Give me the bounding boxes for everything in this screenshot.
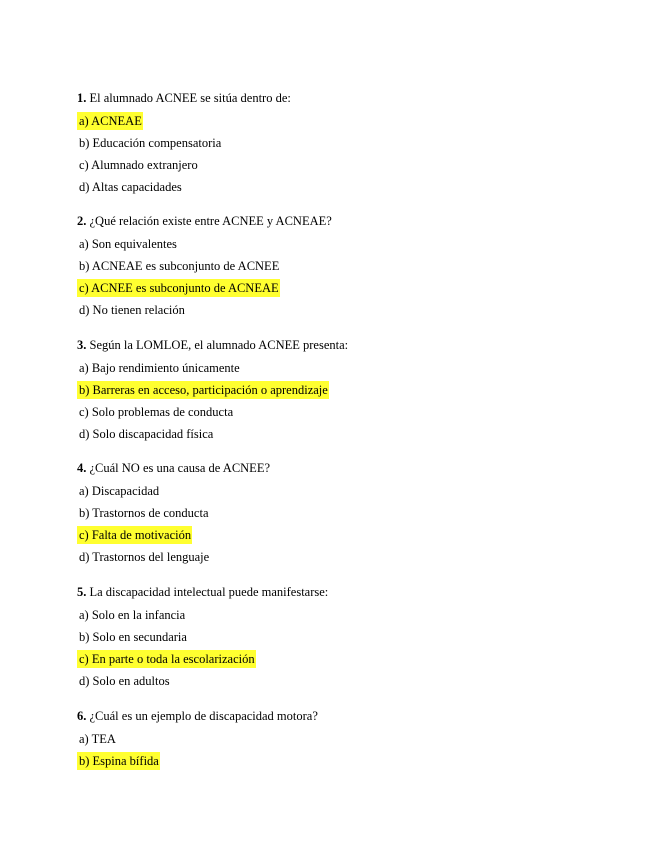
question-1 [77,90,637,200]
option-row [77,628,637,650]
question-6 [77,708,637,774]
question-4 [77,460,637,570]
option-row [77,650,637,672]
option-d: d) Trastornos del lenguaje [79,550,210,564]
option-a: a) TEA [79,732,116,746]
question-statement: ¿Qué relación existe entre ACNEE y ACNEAE? [86,214,332,228]
option-row [77,257,637,279]
question-statement: La discapacidad intelectual puede manifestarse: [86,585,329,599]
option-row [77,606,637,628]
question-text [77,90,637,107]
option-b: b) ACNEAE es subconjunto de ACNEE [79,259,280,273]
question-2 [77,213,637,323]
option-d: d) No tienen relación [79,303,185,317]
option-row [77,672,637,694]
option-d: d) Solo discapacidad física [79,427,214,441]
question-5 [77,584,637,694]
question-statement: Según la LOMLOE, el alumnado ACNEE presenta: [86,338,349,352]
question-text [77,460,637,477]
question-number: 4. [77,461,87,475]
question-text [77,584,637,601]
option-c: c) ACNEE es subconjunto de ACNEAE [79,281,279,295]
option-row [77,279,637,301]
question-number: 3. [77,338,87,352]
option-b: b) Barreras en acceso, participación o aprendizaje [79,383,328,397]
option-c: c) Solo problemas de conducta [79,405,234,419]
option-b: b) Educación compensatoria [79,136,222,150]
option-row [77,301,637,323]
option-row [77,730,637,752]
option-row [77,403,637,425]
question-statement: ¿Cuál NO es una causa de ACNEE? [86,461,270,475]
option-row [77,156,637,178]
option-d: d) Solo en adultos [79,674,170,688]
option-a: a) Solo en la infancia [79,608,186,622]
question-number: 1. [77,91,87,105]
question-statement: El alumnado ACNEE se sitúa dentro de: [86,91,291,105]
option-d: d) Altas capacidades [79,180,182,194]
option-row [77,504,637,526]
option-b: b) Trastornos de conducta [79,506,209,520]
option-b: b) Espina bífida [79,754,159,768]
option-row [77,235,637,257]
option-row [77,112,637,134]
option-a: a) ACNEAE [79,114,142,128]
option-c: c) En parte o toda la escolarización [79,652,255,666]
option-row [77,482,637,504]
option-b: b) Solo en secundaria [79,630,187,644]
question-text [77,708,637,725]
option-row [77,548,637,570]
option-row [77,425,637,447]
option-row [77,752,637,774]
option-row [77,134,637,156]
option-row [77,381,637,403]
option-a: a) Son equivalentes [79,237,177,251]
question-3 [77,337,637,447]
question-number: 6. [77,709,87,723]
option-row [77,359,637,381]
question-statement: ¿Cuál es un ejemplo de discapacidad motora? [86,709,318,723]
option-c: c) Falta de motivación [79,528,192,542]
question-number: 5. [77,585,87,599]
question-text [77,337,637,354]
option-row [77,178,637,200]
question-number: 2. [77,214,87,228]
question-text [77,213,637,230]
option-row [77,526,637,548]
option-c: c) Alumnado extranjero [79,158,198,172]
option-a: a) Bajo rendimiento únicamente [79,361,240,375]
option-a: a) Discapacidad [79,484,160,498]
